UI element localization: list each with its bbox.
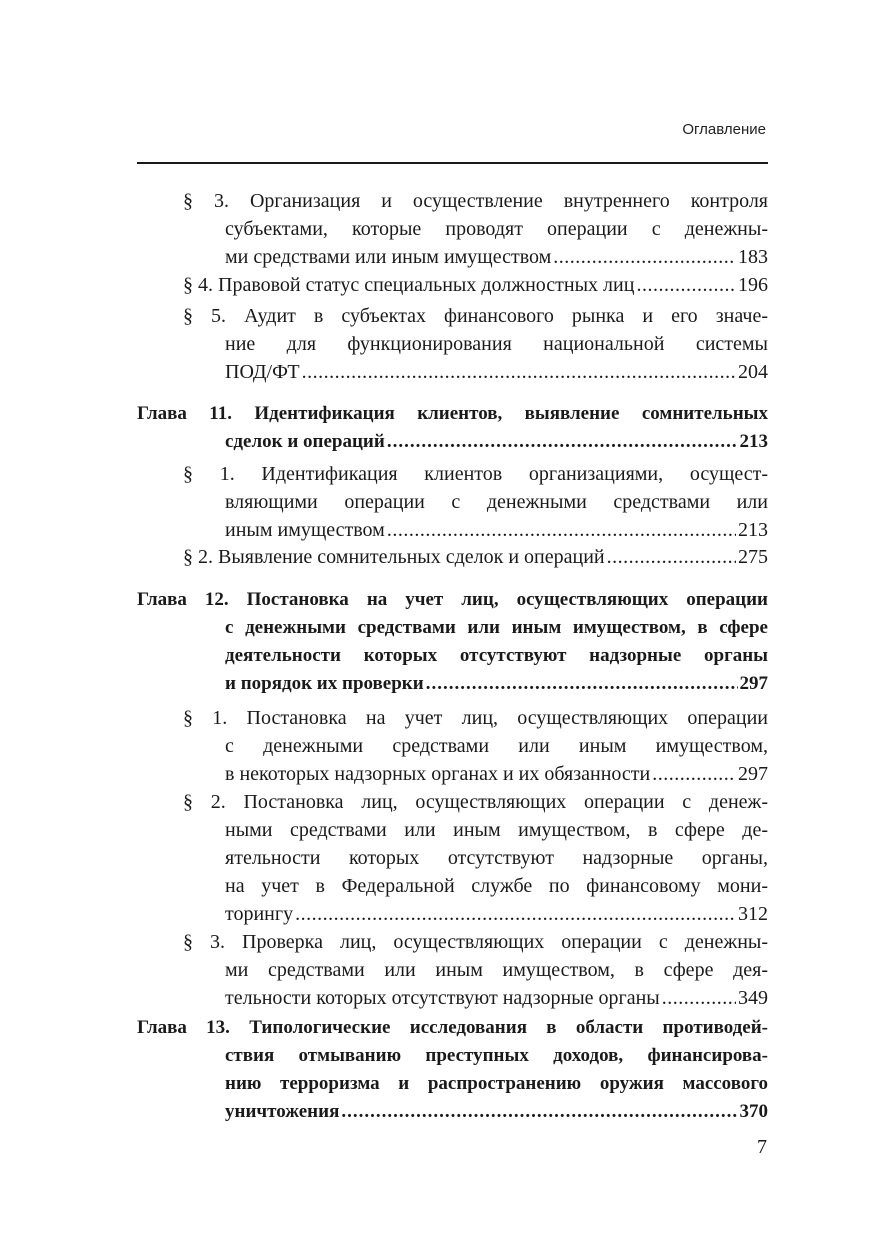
toc-entry-section[interactable]: [183, 460, 768, 544]
toc-entry-section[interactable]: [183, 788, 768, 928]
dot-leader: [387, 516, 736, 544]
toc-entry-line: ствия отмыванию преступных доходов, финансирова-: [225, 1045, 768, 1066]
toc-entry-section[interactable]: [183, 928, 768, 1012]
toc-entry-section[interactable]: [183, 187, 768, 271]
toc-entry-line: субъектами, которые проводят операции с денежны-: [225, 218, 768, 240]
toc-entry-line: ми средствами или иным имуществом: [225, 246, 552, 268]
toc-entry-line: иным имуществом: [225, 519, 385, 541]
dot-leader: [652, 760, 736, 788]
toc-entry-section[interactable]: [183, 543, 768, 571]
running-head: Оглавление: [682, 121, 766, 138]
toc-entry-line: ми средствами или иным имуществом, в сфере дея-: [225, 959, 768, 981]
toc-entry-line: § 3. Организация и осуществление внутреннего контроля: [183, 190, 768, 212]
dot-leader: [553, 243, 736, 271]
toc-page-number: 349: [738, 987, 768, 1009]
toc-entry-line: деятельности которых отсутствуют надзорные органы: [225, 645, 768, 666]
toc-page-number: 183: [738, 246, 768, 268]
toc-entry-line: § 5. Аудит в субъектах финансового рынка и его значе-: [183, 305, 768, 327]
toc-page-number: 312: [738, 903, 768, 925]
toc-entry-last-line: [183, 984, 768, 1012]
header-rule: [137, 162, 768, 164]
toc-entry-section[interactable]: [183, 271, 768, 299]
toc-entry-section[interactable]: [183, 704, 768, 788]
toc-entry-line: нию терроризма и распространению оружия массового: [225, 1073, 768, 1094]
dot-leader: [302, 358, 736, 386]
toc-entry-chapter[interactable]: [137, 586, 768, 698]
toc-entry-line: § 3. Проверка лиц, осуществляющих операции с денежны-: [183, 931, 768, 953]
toc-entry-line: § 1. Постановка на учет лиц, осуществляющих операции: [183, 707, 768, 729]
toc-entry-section[interactable]: [183, 302, 768, 386]
toc-page-number: 196: [738, 274, 768, 296]
toc-entry-line: на учет в Федеральной службе по финансовому мони-: [225, 875, 768, 897]
toc-entry-line: в некоторых надзорных органах и их обязанности: [225, 763, 651, 785]
toc-entry-line: Глава 11. Идентификация клиентов, выявление сомнительных: [137, 403, 768, 424]
toc-entry-line: с денежными средствами или иным имуществом, в сфере: [225, 617, 768, 638]
toc-entry-line: ятельности которых отсутствуют надзорные органы,: [225, 847, 768, 869]
toc-entry-line: § 2. Постановка лиц, осуществляющих операции с денеж-: [183, 791, 768, 813]
toc-entry-line: торингу: [225, 903, 294, 925]
dot-leader: [341, 1098, 737, 1126]
toc-entry-line: ными средствами или иным имуществом, в сфере де-: [225, 819, 768, 841]
toc-entry-last-line: [137, 428, 768, 456]
toc-entry-last-line: [183, 516, 768, 544]
toc-page-number: 204: [738, 361, 768, 383]
toc-entry-line: с денежными средствами или иным имуществом,: [225, 735, 768, 757]
dot-leader: [662, 984, 736, 1012]
toc-entry-line: § 2. Выявление сомнительных сделок и операций: [183, 546, 605, 568]
toc-entry-line: сделок и операций: [225, 431, 385, 452]
page-number: 7: [757, 1136, 767, 1158]
toc-entry-line: вляющими операции с денежными средствами или: [225, 491, 768, 513]
toc-entry-line: и порядок их проверки: [225, 673, 424, 694]
toc-page-number: 297: [739, 673, 768, 694]
toc-entry-line: уничтожения: [225, 1101, 340, 1122]
toc-entry-line: § 4. Правовой статус специальных должностных лиц: [183, 274, 635, 296]
toc-page-number: 297: [738, 763, 768, 785]
toc-entry-chapter[interactable]: [137, 1014, 768, 1126]
toc-entry-last-line: [183, 358, 768, 386]
toc-entry-line: ПОД/ФТ: [225, 361, 300, 383]
toc-entry-last-line: [183, 543, 768, 571]
toc-entry-last-line: [137, 670, 768, 698]
toc-entry-chapter[interactable]: [137, 400, 768, 456]
dot-leader: [607, 543, 736, 571]
dot-leader: [387, 428, 738, 456]
toc-entry-line: ние для функционирования национальной системы: [225, 333, 768, 355]
toc-entry-last-line: [137, 1098, 768, 1126]
toc-entry-line: Глава 12. Постановка на учет лиц, осуществляющих операции: [137, 589, 768, 610]
toc-page-number: 275: [738, 546, 768, 568]
toc-entry-line: § 1. Идентификация клиентов организациями, осущест-: [183, 463, 768, 485]
toc-entry-line: тельности которых отсутствуют надзорные органы: [225, 987, 660, 1009]
toc-entry-last-line: [183, 243, 768, 271]
toc-page-number: 213: [739, 431, 768, 452]
dot-leader: [426, 670, 738, 698]
toc-entry-last-line: [183, 900, 768, 928]
toc-entry-last-line: [183, 760, 768, 788]
dot-leader: [295, 900, 736, 928]
toc-entry-line: Глава 13. Типологические исследования в области противодей-: [137, 1017, 768, 1038]
toc-page-number: 213: [738, 519, 768, 541]
dot-leader: [636, 271, 736, 299]
toc-page-number: 370: [739, 1101, 768, 1122]
toc-entry-last-line: [183, 271, 768, 299]
